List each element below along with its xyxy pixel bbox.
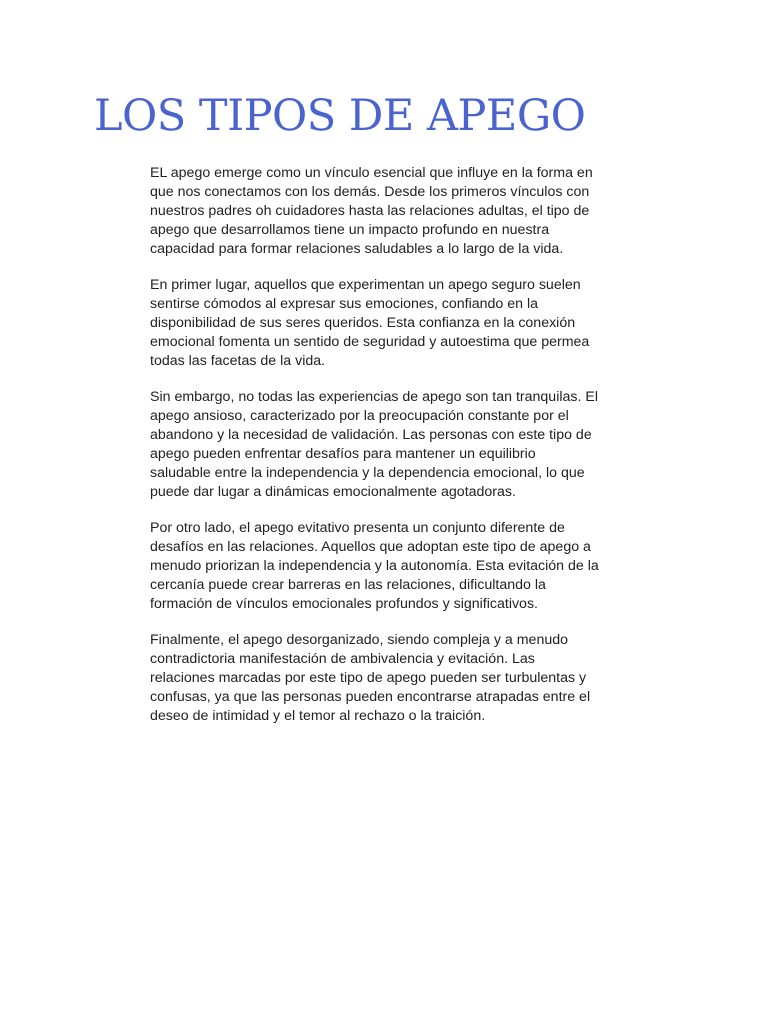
text-line: formación de vínculos emocionales profundos y significativos. [150, 596, 538, 612]
page-title: LOS TIPOS DE APEGO [94, 91, 586, 141]
text-line: capacidad para formar relaciones saludables a lo largo de la vida. [150, 241, 564, 257]
text-line: confusas, ya que las personas pueden encontrarse atrapadas entre el [150, 689, 591, 705]
text-line: Finalmente, el apego desorganizado, siendo compleja y a menudo [150, 632, 569, 648]
text-line: menudo priorizan la independencia y la autonomía. Esta evitación de la [150, 558, 599, 574]
text-line: desafíos en las relaciones. Aquellos que adoptan este tipo de apego a [150, 539, 591, 555]
text-line: apego que desarrollamos tiene un impacto profundo en nuestra [150, 222, 550, 238]
paragraph-5 [150, 631, 622, 726]
text-line: cercanía puede crear barreras en las relaciones, dificultando la [150, 577, 546, 593]
text-line: saludable entre la independencia y la dependencia emocional, lo que [150, 465, 585, 481]
text-line: Sin embargo, no todas las experiencias de apego son tan tranquilas. El [150, 389, 598, 405]
text-line: apego pueden enfrentar desafíos para mantener un equilibrio [150, 446, 536, 462]
text-line: puede dar lugar a dinámicas emocionalmente agotadoras. [150, 484, 516, 500]
text-line: sentirse cómodos al expresar sus emociones, confiando en la [150, 296, 539, 312]
paragraph-1 [150, 164, 622, 259]
text-line: nuestros padres oh cuidadores hasta las relaciones adultas, el tipo de [150, 203, 590, 219]
text-line: apego ansioso, caracterizado por la preocupación constante por el [150, 408, 569, 424]
text-line: todas las facetas de la vida. [150, 353, 326, 369]
paragraph-2 [150, 276, 622, 371]
text-line: que nos conectamos con los demás. Desde los primeros vínculos con [150, 184, 590, 200]
text-line: contradictoria manifestación de ambivalencia y evitación. Las [150, 651, 535, 667]
text-line: EL apego emerge como un vínculo esencial que influye en la forma en [150, 165, 593, 181]
document-body [150, 164, 622, 743]
paragraph-4 [150, 519, 622, 614]
text-line: emocional fomenta un sentido de seguridad y autoestima que permea [150, 334, 590, 350]
text-line: relaciones marcadas por este tipo de apego pueden ser turbulentas y [150, 670, 587, 686]
text-line: abandono y la necesidad de validación. Las personas con este tipo de [150, 427, 592, 443]
text-line: En primer lugar, aquellos que experimentan un apego seguro suelen [150, 277, 581, 293]
text-line: deseo de intimidad y el temor al rechazo o la traición. [150, 708, 486, 724]
text-line: disponibilidad de sus seres queridos. Esta confianza en la conexión [150, 315, 576, 331]
text-line: Por otro lado, el apego evitativo presenta un conjunto diferente de [150, 520, 565, 536]
paragraph-3 [150, 388, 622, 502]
